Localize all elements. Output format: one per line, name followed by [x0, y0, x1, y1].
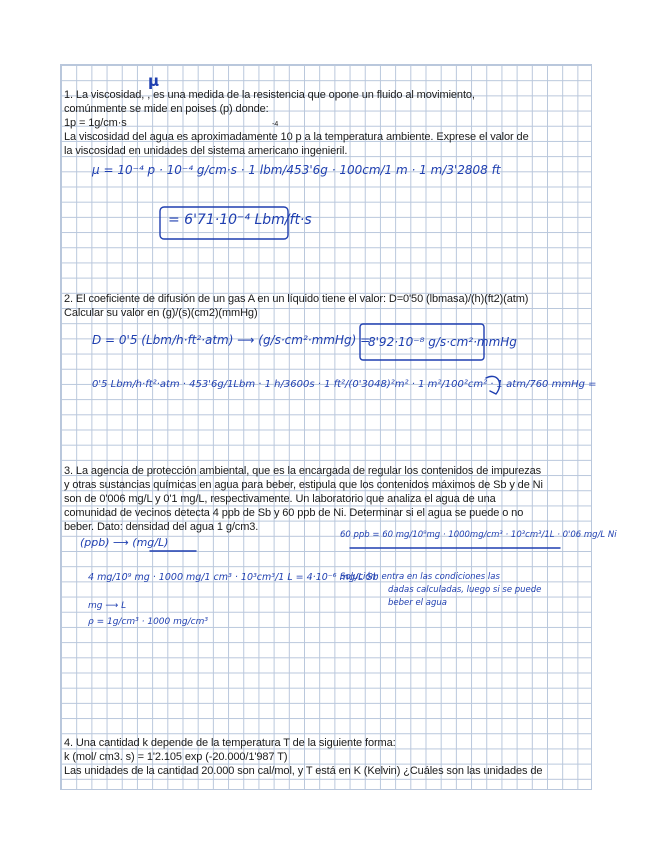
p3-handwritten-units: (ppb) ⟶ (mg/L)	[80, 536, 169, 549]
p3-handwritten-sb: 4 mg/10⁹ mg · 1000 mg/1 cm³ · 10³cm³/1 L = 4·10⁻⁶ mg/L Sb	[88, 572, 379, 583]
p1-result-box	[160, 207, 288, 239]
p1-line1: 1. La viscosidad, , es una medida de la resistencia que opone un fluido al movimiento,	[64, 89, 475, 101]
p3-handwritten-density: ρ = 1g/cm³ · 1000 mg/cm³	[88, 617, 208, 627]
p3-line1: 3. La agencia de protección ambiental, que es la encargada de regular los contenidos de impurezas	[64, 465, 542, 477]
p4-line3: Las unidades de la cantidad 20.000 son cal/mol, y T está en K (Kelvin) ¿Cuáles son las unidades de	[64, 765, 543, 777]
p2-line2: Calcular su valor en (g)/(s)(cm2)(mmHg)	[64, 307, 258, 319]
p1-line2: comúnmente se mide en poises (p) donde:	[64, 103, 269, 115]
p2-handwritten-result: 8'92·10⁻⁸ g/s·cm²·mmHg	[368, 335, 517, 349]
p3-handwritten-solution-3: beber el agua	[388, 598, 447, 608]
p4-line1: 4. Una cantidad k depende de la temperatura T de la siguiente forma:	[64, 737, 396, 749]
p1-handwritten-result: = 6'71·10⁻⁴ Lbm/ft·s	[168, 212, 312, 228]
p3-line2: y otras sustancias químicas en agua para beber, estipula que los contenidos máximos de Sb y de Ni	[64, 479, 543, 491]
p3-line3: son de 0'006 mg/L y 0'1 mg/L, respectivamente. Un laboratorio que analiza el agua de una	[64, 493, 496, 505]
p2-handwritten-setup: D = 0'5 (Lbm/h·ft²·atm) ⟶ (g/s·cm²·mmHg) =	[92, 333, 371, 347]
p2-return-arrow	[486, 376, 500, 394]
p1-exponent: -4	[272, 121, 279, 128]
p3-line4: comunidad de vecinos detecta 4 ppb de Sb y 60 ppb de Ni. Determinar si el agua se puede o no	[64, 507, 524, 519]
p3-handwritten-solution-2: dadas calculadas, luego si se puede	[388, 585, 542, 595]
p3-handwritten-solution-1: Solución: entra en las condiciones las	[340, 572, 500, 582]
p3-line5: beber. Dato: densidad del agua 1 g/cm3.	[64, 521, 259, 533]
p4-line2: k (mol/ cm3. s) = 1'2.105 exp (-20.000/1'987 T)	[64, 751, 288, 763]
p2-line1: 2. El coeficiente de difusión de un gas A en un líquido tiene el valor: D=0'50 (lbmasa)/(h)(ft2)(atm)	[64, 293, 529, 305]
p1-line5: la viscosidad en unidades del sistema americano ingenieril.	[64, 145, 348, 157]
mu-symbol: μ	[148, 72, 160, 90]
p3-handwritten-mg-l: mg ⟶ L	[88, 601, 127, 611]
p1-handwritten-conversion: μ = 10⁻⁴ p · 10⁻⁴ g/cm·s · 1 lbm/453'6g · 100cm/1 m · 1 m/3'2808 ft	[92, 163, 501, 177]
p3-handwritten-ni: 60 ppb = 60 mg/10⁹mg · 1000mg/cm³ · 10³cm³/1L · 0'06 mg/L Ni	[340, 530, 617, 540]
p1-line3: 1p = 1g/cm·s	[64, 117, 127, 129]
p1-line4: La viscosidad del agua es aproximadamente 10 p a la temperatura ambiente. Exprese el valor de	[64, 131, 529, 143]
p2-result-box	[360, 324, 484, 360]
p2-handwritten-conversion: 0'5 Lbm/h·ft²·atm · 453'6g/1Lbm · 1 h/3600s · 1 ft²/(0'3048)²m² · 1 m²/100²cm² · 1 atm/760 mmHg =	[92, 379, 597, 390]
